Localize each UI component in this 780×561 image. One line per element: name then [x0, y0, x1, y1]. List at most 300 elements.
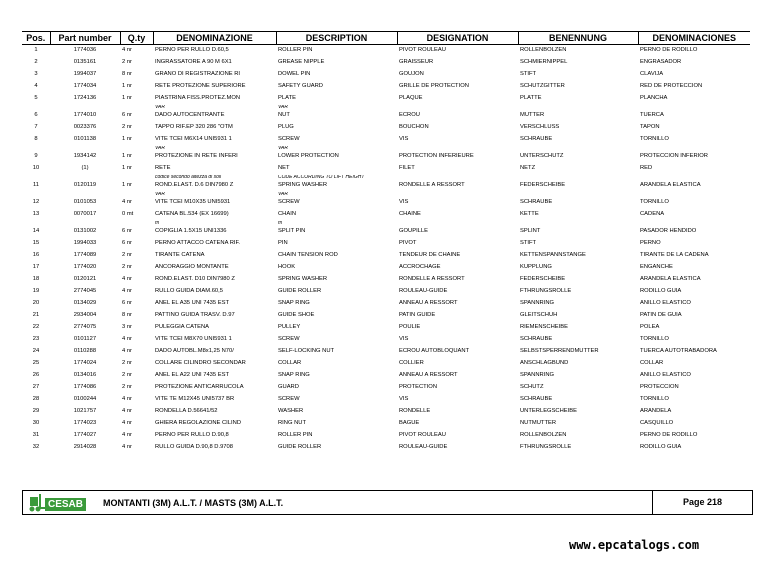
- cell-en: SNAP RING: [278, 300, 310, 306]
- cell-it: ANCORAGGIO MONTANTE: [155, 264, 229, 270]
- cell-part: 1774089: [73, 252, 97, 258]
- cell-qty: 4 nr: [122, 276, 132, 282]
- cell-pos: 14: [32, 228, 40, 234]
- cell-it: DADO AUTOCENTRANTE: [155, 112, 225, 118]
- cell-es: CLAVIJA: [640, 71, 664, 77]
- cell-it: PULEGGIA CATENA: [155, 324, 210, 330]
- cell-fr: PIVOT ROULEAU: [399, 47, 446, 53]
- cell-pos: 27: [32, 384, 40, 390]
- cell-qty: 1 nr: [122, 83, 132, 89]
- cell-pos: 18: [32, 276, 40, 282]
- cell-pos: 6: [34, 112, 38, 118]
- forklift-icon: [27, 493, 47, 513]
- cell-part: 0131002: [73, 228, 97, 234]
- table-row: [22, 81, 750, 93]
- table-row: [22, 93, 750, 105]
- table-row: [22, 394, 750, 406]
- cell-de: SPLINT: [520, 228, 541, 234]
- cell-fr: POULIE: [399, 324, 421, 330]
- cell-part: 1774027: [73, 432, 97, 438]
- cell-it: PIASTRINA FISS.PROTEZ.MON: [155, 95, 241, 101]
- cell-en: GUIDE ROLLER: [278, 288, 322, 294]
- cell-de: KETTENSPANNSTANGE: [520, 252, 586, 258]
- cell-it: VITE TCEI M8X70 UNI5931 1: [155, 336, 232, 342]
- cell-pos: 19: [32, 288, 40, 294]
- cell-en: PIN: [278, 240, 288, 246]
- cell-part: 1774023: [73, 420, 97, 426]
- cell-part: 0023376: [73, 124, 97, 130]
- cell-es: PROTECCION INFERIOR: [640, 153, 708, 159]
- cell-fr: RONDELLE A RESSORT: [399, 276, 465, 282]
- cell-de: MUTTER: [520, 112, 545, 118]
- cell-fr: PIVOT: [399, 240, 417, 246]
- cell-pos: 28: [32, 396, 40, 402]
- header-denominaciones: DENOMINACIONES: [638, 32, 750, 45]
- cell-de: FEDERSCHEIBE: [520, 276, 566, 282]
- cell-part: 0134016: [73, 372, 97, 378]
- cell-qty: 4 nr: [122, 408, 132, 414]
- cell-pos: 26: [32, 372, 40, 378]
- cell-part: 0134029: [73, 300, 97, 306]
- cell-it: ROND.ELAST. D.6 DIN7980 Z: [155, 182, 234, 188]
- cell-it: VITE TE M12X45 UNI5737 BR: [155, 396, 235, 402]
- cell-en: SCREW: [278, 396, 300, 402]
- cell-fr: RONDELLE A RESSORT: [399, 182, 465, 188]
- cell-es: PATIN DE GUIA: [640, 312, 682, 318]
- cell-es: TORNILLO: [640, 199, 669, 205]
- cell-de: SCHUTZGITTER: [520, 83, 565, 89]
- cell-en: GUIDE ROLLER: [278, 444, 322, 450]
- cell-en: SPLIT PIN: [278, 228, 306, 234]
- cell-qty: 0 mt: [122, 211, 134, 217]
- cell-de: FTHRUNGSROLLE: [520, 288, 572, 294]
- cell-qty: 1 nr: [122, 182, 132, 188]
- cell-en: CHAIN: [278, 211, 297, 217]
- cell-part: 1934142: [73, 153, 97, 159]
- cell-part: 0101138: [73, 136, 97, 142]
- cell-en: SNAP RING: [278, 372, 310, 378]
- cell-fr: PATIN GUIDE: [399, 312, 436, 318]
- watermark-url: www.epcatalogs.com: [569, 538, 700, 552]
- table-row: [22, 418, 750, 430]
- cell-fr: GRAISSEUR: [399, 59, 434, 65]
- cell-en: HOOK: [278, 264, 296, 270]
- cell-de: ROLLENBOLZEN: [520, 432, 567, 438]
- note-it: VAR: [155, 192, 166, 197]
- cell-qty: 4 nr: [122, 396, 132, 402]
- cesab-logo: [27, 493, 93, 513]
- table-row: [22, 180, 750, 192]
- cell-es: TUERCA AUTOTRABADORA: [640, 348, 717, 354]
- cell-part: 1994033: [73, 240, 97, 246]
- note-en: VAR: [278, 146, 289, 151]
- cell-de: KUPPLUNG: [520, 264, 552, 270]
- cell-en: PLATE: [278, 95, 296, 101]
- table-row: [22, 370, 750, 382]
- note-en: m: [278, 221, 283, 226]
- page-footer: [22, 490, 753, 515]
- cell-it: DADO AUTOBL.M8x1,25 N70/: [155, 348, 234, 354]
- section-title: MONTANTI (3M) A.L.T. / MASTS (3M) A.L.T.: [103, 498, 284, 508]
- cell-es: RED DE PROTECCION: [640, 83, 703, 89]
- cell-pos: 32: [32, 444, 40, 450]
- cell-de: VERSCHLUSS: [520, 124, 560, 130]
- note-it: m: [155, 221, 160, 226]
- cell-it: CATENA BL.534 (EX 16699): [155, 211, 229, 217]
- cell-es: PASADOR HENDIDO: [640, 228, 697, 234]
- cell-fr: ROULEAU-GUIDE: [399, 288, 448, 294]
- note-it: codice secondo altezza di soll: [155, 175, 222, 180]
- cell-part: 1774036: [73, 47, 97, 53]
- cell-pos: 10: [32, 165, 40, 171]
- cell-es: PERNO DE RODILLO: [640, 47, 698, 53]
- note-en: VAR: [278, 192, 289, 197]
- table-row: [22, 110, 750, 122]
- cell-it: PROTEZIONE IN RETE INFERI: [155, 153, 238, 159]
- cell-it: COLLARE CILINDRO SECONDAR: [155, 360, 246, 366]
- cell-it: VITE TCEI M6X14 UNI5931 1: [155, 136, 232, 142]
- header-denominazione: DENOMINAZIONE: [153, 32, 276, 45]
- cell-es: RODILLO GUIA: [640, 444, 682, 450]
- cell-de: SCHRAUBE: [520, 199, 553, 205]
- header-qty: Q.ty: [120, 32, 153, 45]
- table-header-row: [22, 32, 750, 45]
- cell-pos: 1: [34, 47, 38, 53]
- cell-de: KETTE: [520, 211, 539, 217]
- cell-pos: 20: [32, 300, 40, 306]
- cell-fr: ACCROCHAGE: [399, 264, 441, 270]
- cell-pos: 24: [32, 348, 40, 354]
- cell-part: 2934004: [73, 312, 97, 318]
- cell-pos: 16: [32, 252, 40, 258]
- cell-fr: FILET: [399, 165, 415, 171]
- cell-qty: 2 nr: [122, 252, 132, 258]
- cell-it: TAPPO RIF.EP 320 286 "OTM: [155, 124, 233, 130]
- cell-fr: PIVOT ROULEAU: [399, 432, 446, 438]
- cell-part: 1774024: [73, 360, 97, 366]
- cell-es: TORNILLO: [640, 136, 669, 142]
- cell-pos: 8: [34, 136, 38, 142]
- table-row: [22, 238, 750, 250]
- cell-qty: 6 nr: [122, 112, 132, 118]
- cell-part: 1994037: [73, 71, 97, 77]
- cell-en: PLUG: [278, 124, 294, 130]
- cell-part: 0070017: [73, 211, 97, 217]
- cell-pos: 29: [32, 408, 40, 414]
- cell-part: 1774034: [73, 83, 97, 89]
- cell-it: RETE PROTEZIONE SUPERIORE: [155, 83, 246, 89]
- cell-part: 1774020: [73, 264, 97, 270]
- table-row: [22, 151, 750, 163]
- table-row: [22, 209, 750, 221]
- header-benennung: BENENNUNG: [518, 32, 638, 45]
- cell-qty: 4 nr: [122, 444, 132, 450]
- cell-fr: PLAQUE: [399, 95, 423, 101]
- cell-it: PERNO PER RULLO D.60,5: [155, 47, 229, 53]
- cell-es: PERNO DE RODILLO: [640, 432, 698, 438]
- cell-part: 2774075: [73, 324, 97, 330]
- cell-qty: 2 nr: [122, 124, 132, 130]
- table-row: [22, 382, 750, 394]
- cell-de: SCHRAUBE: [520, 136, 553, 142]
- cell-de: SCHMIERNIPPEL: [520, 59, 568, 65]
- cell-es: TAPON: [640, 124, 660, 130]
- cell-pos: 17: [32, 264, 40, 270]
- table-row: [22, 57, 750, 69]
- cell-de: SCHUTZ: [520, 384, 544, 390]
- note-en: VAR: [278, 105, 289, 110]
- cell-part: 1774086: [73, 384, 97, 390]
- cell-part: 0101127: [73, 336, 97, 342]
- cell-pos: 25: [32, 360, 40, 366]
- cell-qty: 1 nr: [122, 165, 132, 171]
- cell-es: ARANDELA ELASTICA: [640, 276, 701, 282]
- cell-part: 0100244: [73, 396, 97, 402]
- cell-fr: ANNEAU A RESSORT: [399, 372, 458, 378]
- cell-qty: 4 nr: [122, 432, 132, 438]
- cell-part: 0101053: [73, 199, 97, 205]
- parts-table: [22, 31, 750, 454]
- cell-it: ROND.ELAST. D10 DIN7980 Z: [155, 276, 235, 282]
- cell-qty: 4 nr: [122, 348, 132, 354]
- table-row: [22, 442, 750, 454]
- cell-en: COLLAR: [278, 360, 302, 366]
- cell-en: GUIDE SHOE: [278, 312, 315, 318]
- cell-en: GREASE NIPPLE: [278, 59, 325, 65]
- cell-de: STIFT: [520, 71, 537, 77]
- cell-fr: PROTECTION: [399, 384, 438, 390]
- cell-en: SAFETY GUARD: [278, 83, 323, 89]
- cell-es: PERNO: [640, 240, 661, 246]
- table-row: [22, 406, 750, 418]
- cell-pos: 31: [32, 432, 40, 438]
- table-row: [22, 310, 750, 322]
- cell-en: CHAIN TENSION ROD: [278, 252, 338, 258]
- table-row: [22, 346, 750, 358]
- cell-it: GHIERA REGOLAZIONE CILIND: [155, 420, 242, 426]
- cell-de: PLATTE: [520, 95, 542, 101]
- cell-it: RULLO GUIDA D.90,8 D.9708: [155, 444, 233, 450]
- cell-fr: ECROU AUTOBLOQUANT: [399, 348, 470, 354]
- cell-it: RETE: [155, 165, 171, 171]
- cell-en: PULLEY: [278, 324, 301, 330]
- cell-es: COLLAR: [640, 360, 664, 366]
- cell-es: RODILLO GUIA: [640, 288, 682, 294]
- cell-qty: 1 nr: [122, 136, 132, 142]
- cell-qty: 2 nr: [122, 372, 132, 378]
- cell-de: NETZ: [520, 165, 536, 171]
- cell-part: 2774045: [73, 288, 97, 294]
- cell-de: SPANNRING: [520, 372, 555, 378]
- cell-it: RULLO GUIDA DIAM.60,5: [155, 288, 223, 294]
- cell-qty: 6 nr: [122, 240, 132, 246]
- cell-es: TORNILLO: [640, 336, 669, 342]
- cell-fr: VIS: [399, 199, 409, 205]
- cell-part: 1021757: [73, 408, 97, 414]
- table-row: [22, 334, 750, 346]
- cell-fr: VIS: [399, 396, 409, 402]
- cell-it: ANEL EL A35 UNI 7435 EST: [155, 300, 230, 306]
- cell-it: PATTINO GUIDA TRASV. D.97: [155, 312, 235, 318]
- cell-es: PROTECCION: [640, 384, 679, 390]
- cell-es: POLEA: [640, 324, 660, 330]
- cell-de: UNTERSCHUTZ: [520, 153, 564, 159]
- cell-qty: 2 nr: [122, 384, 132, 390]
- cell-de: GLEITSCHUH: [520, 312, 558, 318]
- cell-part: 0135161: [73, 59, 97, 65]
- cell-part: 1774010: [73, 112, 97, 118]
- cell-de: UNTERLEGSCHEIBE: [520, 408, 578, 414]
- cell-de: FEDERSCHEIBE: [520, 182, 566, 188]
- table-row: [22, 322, 750, 334]
- cell-es: ANILLO ELASTICO: [640, 372, 691, 378]
- cell-en: RING NUT: [278, 420, 307, 426]
- header-designation: DESIGNATION: [397, 32, 518, 45]
- table-row: [22, 286, 750, 298]
- header-description: DESCRIPTION: [276, 32, 397, 45]
- cell-pos: 12: [32, 199, 40, 205]
- cell-pos: 7: [34, 124, 38, 130]
- table-row: [22, 197, 750, 209]
- cell-es: ARANDELA: [640, 408, 672, 414]
- cell-fr: ANNEAU A RESSORT: [399, 300, 458, 306]
- note-en: CODE ACCORDING TO LIFT HEIGHT: [278, 175, 365, 180]
- cell-pos: 22: [32, 324, 40, 330]
- cell-qty: 2 nr: [122, 360, 132, 366]
- table-row: [22, 226, 750, 238]
- cell-part: 0110288: [73, 348, 97, 354]
- cell-en: SCREW: [278, 136, 300, 142]
- logo-text: CESAB: [45, 498, 86, 511]
- cell-de: ANSCHLAGBUND: [520, 360, 569, 366]
- cell-qty: 2 nr: [122, 264, 132, 270]
- cell-fr: CHAINE: [399, 211, 421, 217]
- table-row: [22, 262, 750, 274]
- cell-part: (1): [81, 165, 89, 171]
- table-row: [22, 298, 750, 310]
- cell-fr: ECROU: [399, 112, 420, 118]
- cell-de: SELBSTSPERRENDMUTTER: [520, 348, 599, 354]
- cell-qty: 4 nr: [122, 420, 132, 426]
- cell-pos: 13: [32, 211, 40, 217]
- cell-it: PROTEZIONE ANTICARRUCOLA: [155, 384, 244, 390]
- cell-fr: TENDEUR DE CHAINE: [399, 252, 461, 258]
- cell-qty: 2 nr: [122, 59, 132, 65]
- cell-fr: GOUPILLE: [399, 228, 428, 234]
- cell-en: DOWEL PIN: [278, 71, 311, 77]
- cell-it: ANEL EL A22 UNI 7435 EST: [155, 372, 230, 378]
- note-it: VAR: [155, 146, 166, 151]
- cell-it: TIRANTE CATENA: [155, 252, 205, 258]
- cell-pos: 30: [32, 420, 40, 426]
- cell-qty: 4 nr: [122, 336, 132, 342]
- note-it: VAR: [155, 105, 166, 110]
- cell-it: PERNO ATTACCO CATENA RIF.: [155, 240, 241, 246]
- page-number: Page 218: [652, 491, 752, 514]
- cell-it: RONDELLA D.56641/52: [155, 408, 218, 414]
- cell-it: GRANO DI REGISTRAZIONE RI: [155, 71, 241, 77]
- cell-fr: BOUCHON: [399, 124, 429, 130]
- cell-fr: GRILLE DE PROTECTION: [399, 83, 469, 89]
- cell-en: ROLLER PIN: [278, 432, 313, 438]
- cell-part: 2914028: [73, 444, 97, 450]
- cell-en: NUT: [278, 112, 290, 118]
- header-pos: Pos.: [22, 32, 50, 45]
- table-row: [22, 250, 750, 262]
- cell-es: PLANCHA: [640, 95, 668, 101]
- cell-fr: VIS: [399, 136, 409, 142]
- cell-pos: 15: [32, 240, 40, 246]
- cell-pos: 21: [32, 312, 40, 318]
- header-part-number: Part number: [50, 32, 120, 45]
- cell-pos: 11: [32, 182, 40, 188]
- table-row: [22, 45, 750, 58]
- cell-pos: 2: [34, 59, 38, 65]
- cell-es: ENGRASADOR: [640, 59, 682, 65]
- cell-es: ARANDELA ELASTICA: [640, 182, 701, 188]
- cell-en: SELF-LOCKING NUT: [278, 348, 335, 354]
- table-row: [22, 69, 750, 81]
- cell-fr: PROTECTION INFERIEURE: [399, 153, 474, 159]
- cell-fr: GOUJON: [399, 71, 424, 77]
- cell-de: SCHRAUBE: [520, 396, 553, 402]
- cell-de: SPANNRING: [520, 300, 555, 306]
- cell-es: ANILLO ELASTICO: [640, 300, 691, 306]
- cell-pos: 9: [34, 153, 38, 159]
- cell-es: TUERCA: [640, 112, 664, 118]
- cell-part: 0120121: [73, 276, 97, 282]
- table-body: [22, 45, 750, 455]
- cell-qty: 3 nr: [122, 324, 132, 330]
- cell-en: ROLLER PIN: [278, 47, 313, 53]
- cell-pos: 3: [34, 71, 38, 77]
- cell-es: TIRANTE DE LA CADENA: [640, 252, 709, 258]
- table-row: [22, 274, 750, 286]
- cell-part: 0120119: [73, 182, 97, 188]
- table-row: [22, 134, 750, 146]
- cell-pos: 23: [32, 336, 40, 342]
- table-row: [22, 163, 750, 175]
- cell-it: PERNO PER RULLO D.90,8: [155, 432, 229, 438]
- cell-es: CADENA: [640, 211, 665, 217]
- cell-pos: 4: [34, 83, 38, 89]
- cell-qty: 1 nr: [122, 95, 132, 101]
- table-row: [22, 122, 750, 134]
- cell-qty: 6 nr: [122, 228, 132, 234]
- cell-fr: BAGUE: [399, 420, 420, 426]
- cell-qty: 1 nr: [122, 153, 132, 159]
- cell-en: SCREW: [278, 199, 300, 205]
- cell-de: STIFT: [520, 240, 537, 246]
- table-row: [22, 358, 750, 370]
- cell-fr: ROULEAU-GUIDE: [399, 444, 448, 450]
- cell-qty: 4 nr: [122, 288, 132, 294]
- cell-en: NET: [278, 165, 290, 171]
- cell-it: VITE TCEI M10X35 UNI5931: [155, 199, 231, 205]
- cell-fr: VIS: [399, 336, 409, 342]
- cell-de: SCHRAUBE: [520, 336, 553, 342]
- cell-de: RIEMENSCHEIBE: [520, 324, 568, 330]
- table-row: [22, 430, 750, 442]
- cell-fr: COLLIER: [399, 360, 424, 366]
- cell-qty: 6 nr: [122, 300, 132, 306]
- cell-qty: 4 nr: [122, 199, 132, 205]
- cell-en: GUARD: [278, 384, 299, 390]
- cell-es: RED: [640, 165, 653, 171]
- cell-pos: 5: [34, 95, 38, 101]
- cell-en: LOWER PROTECTION: [278, 153, 339, 159]
- cell-es: ENGANCHE: [640, 264, 673, 270]
